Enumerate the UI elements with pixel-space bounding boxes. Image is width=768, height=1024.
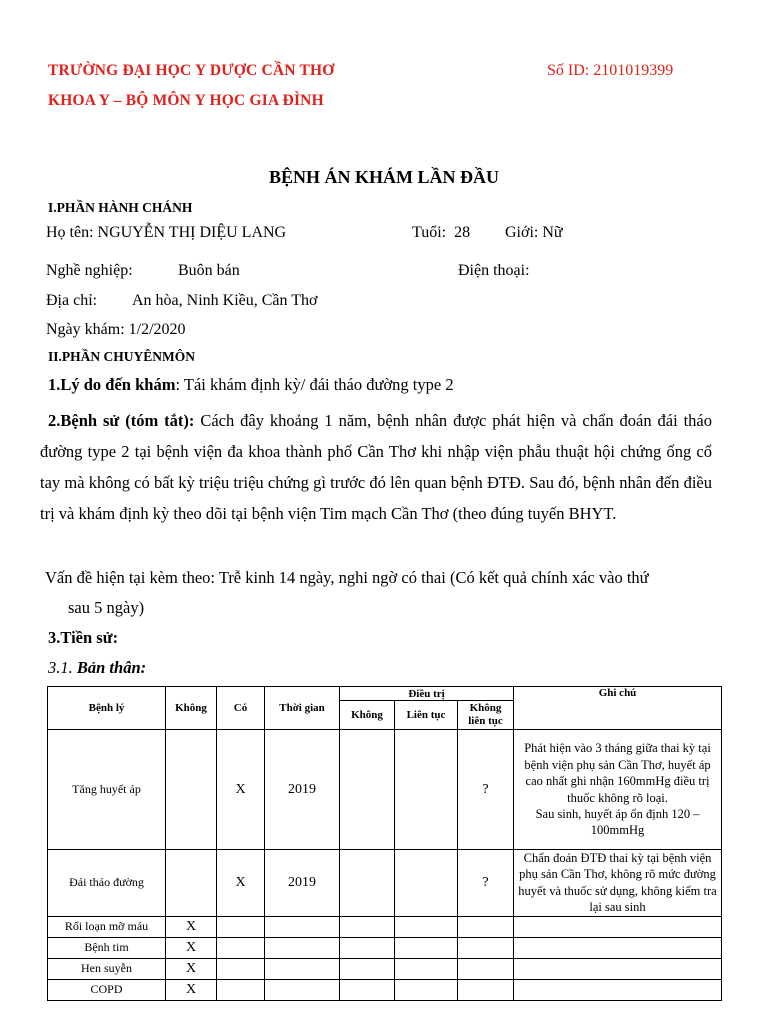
- self-history-label: [48, 658, 146, 678]
- cell-disease: Rối loạn mỡ máu: [48, 916, 166, 937]
- address-label: Địa chỉ:: [46, 292, 98, 309]
- gender-value: Nữ: [542, 224, 563, 241]
- cell-note: [514, 916, 722, 937]
- cell-yes: [217, 916, 265, 937]
- cell-treat-no: [340, 958, 395, 979]
- cell-no: X: [166, 958, 217, 979]
- cell-time: [265, 958, 340, 979]
- cell-time: 2019: [265, 850, 340, 917]
- self-label: Bản thân:: [76, 658, 147, 677]
- cell-treat-discontinuous: ?: [458, 730, 514, 850]
- address-value: An hòa, Ninh Kiều, Cần Thơ: [132, 292, 318, 309]
- cell-time: [265, 916, 340, 937]
- reason-label: 1.Lý do đến khám: [48, 375, 176, 394]
- table-row: [48, 958, 722, 979]
- gender-label: Giới:: [505, 224, 539, 241]
- cell-yes: [217, 937, 265, 958]
- cell-time: 2019: [265, 730, 340, 850]
- admin-section-title: I.PHẦN HÀNH CHÁNH: [48, 200, 193, 215]
- name-label: Họ tên:: [46, 224, 94, 241]
- cell-treat-continuous: [395, 916, 458, 937]
- cell-treat-discontinuous: [458, 958, 514, 979]
- past-history-label: 3.Tiền sử:: [48, 628, 119, 647]
- age-value: 28: [454, 224, 471, 241]
- name-value: NGUYỄN THỊ DIỆU LANG: [97, 224, 287, 241]
- phone-label: Điện thoại:: [458, 262, 530, 279]
- medical-history-table: [47, 686, 722, 1001]
- table-row: [48, 730, 722, 850]
- col-treat-continuous: Liên tục: [395, 701, 458, 730]
- cell-treat-discontinuous: [458, 979, 514, 1000]
- cell-no: X: [166, 979, 217, 1000]
- name-row: [46, 224, 286, 242]
- job-value: Buôn bán: [178, 262, 240, 279]
- cell-note: [514, 937, 722, 958]
- cell-disease: Tăng huyết áp: [48, 730, 166, 850]
- history-label: 2.Bệnh sử (tóm tắt):: [48, 411, 195, 430]
- note-text: Phát hiện vào 3 tháng giữa thai kỳ tại bệnh viện phụ sản Cần Thơ, huyết áp cao nhất ghi nhận 160mmHg điều trị thuốc không rõ loại.: [524, 741, 711, 805]
- col-notes: Ghi chú: [514, 687, 722, 730]
- cell-disease: COPD: [48, 979, 166, 1000]
- col-time: Thời gian: [265, 687, 340, 730]
- reason-row: [48, 375, 454, 395]
- col-yes: Có: [217, 687, 265, 730]
- history-text: Cách đây khoảng 1 năm, bệnh nhân được phát hiện và chẩn đoán đái tháo đường type 2 tại bệnh viện đa khoa thành phố Cần Thơ khi nhập viện phẫu thuật hội chứng ống cổ tay mà không có bất kỳ triệu triệu chứng gì trước đó lên quan bệnh ĐTĐ. Sau đó, bệnh nhân đến điều trị và khám định kỳ theo dõi tại bệnh viện Tim mạch Cần Thơ (theo đúng tuyến BHYT.: [40, 411, 713, 523]
- history-paragraph: [40, 405, 712, 529]
- gender-row: [505, 224, 563, 242]
- cell-treat-no: [340, 850, 395, 917]
- cell-treat-continuous: [395, 850, 458, 917]
- cell-note: [514, 979, 722, 1000]
- cell-treat-no: [340, 937, 395, 958]
- cell-disease: Bệnh tim: [48, 937, 166, 958]
- cell-disease: Đái tháo đường: [48, 850, 166, 917]
- self-prefix: 3.1.: [48, 658, 73, 677]
- university-name: TRƯỜNG ĐẠI HỌC Y DƯỢC CẦN THƠ: [48, 62, 335, 79]
- age-label: Tuổi:: [412, 224, 447, 241]
- col-treat-no: Không: [340, 701, 395, 730]
- cell-yes: X: [217, 730, 265, 850]
- cell-treat-discontinuous: ?: [458, 850, 514, 917]
- cell-treat-discontinuous: [458, 916, 514, 937]
- header-row-1: [48, 687, 722, 701]
- table-row: [48, 916, 722, 937]
- col-treatment: Điều trị: [340, 687, 514, 701]
- reason-value: : Tái khám định kỳ/ đái tháo đường type 2: [175, 375, 454, 394]
- job-label: Nghề nghiệp:: [46, 262, 133, 279]
- department-name: KHOA Y – BỘ MÔN Y HỌC GIA ĐÌNH: [48, 92, 324, 109]
- table-row: [48, 937, 722, 958]
- cell-no: X: [166, 916, 217, 937]
- cell-treat-continuous: [395, 979, 458, 1000]
- specialty-section-title: II.PHẦN CHUYÊNMÔN: [48, 349, 195, 364]
- cell-treat-continuous: [395, 730, 458, 850]
- cell-treat-no: [340, 979, 395, 1000]
- student-id: Số ID: 2101019399: [547, 62, 674, 79]
- cell-yes: X: [217, 850, 265, 917]
- table-row: [48, 979, 722, 1000]
- cell-no: [166, 850, 217, 917]
- cell-treat-no: [340, 730, 395, 850]
- col-treat-discontinuous: Không liên tục: [458, 701, 514, 730]
- cell-time: [265, 937, 340, 958]
- cell-yes: [217, 979, 265, 1000]
- cell-note: [514, 730, 722, 850]
- age-row: [412, 224, 470, 242]
- cell-note: [514, 958, 722, 979]
- cell-yes: [217, 958, 265, 979]
- current-issue-line2: sau 5 ngày): [68, 598, 145, 617]
- cell-treat-continuous: [395, 937, 458, 958]
- cell-no: [166, 730, 217, 850]
- note-text-2: Sau sinh, huyết áp ổn định 120 – 100mmHg: [535, 806, 700, 838]
- col-no: Không: [166, 687, 217, 730]
- table-row: [48, 850, 722, 917]
- cell-treat-discontinuous: [458, 937, 514, 958]
- cell-treat-continuous: [395, 958, 458, 979]
- cell-note: Chẩn đoán ĐTĐ thai kỳ tại bệnh viện phụ sản Cần Thơ, không rõ mức đường huyết và thuốc sử dụng, không kiểm tra lại sau sinh: [514, 850, 722, 917]
- col-disease: Bệnh lý: [48, 687, 166, 730]
- cell-no: X: [166, 937, 217, 958]
- page-title: BỆNH ÁN KHÁM LẦN ĐẦU: [268, 167, 499, 187]
- cell-time: [265, 979, 340, 1000]
- cell-treat-no: [340, 916, 395, 937]
- exam-date: Ngày khám: 1/2/2020: [46, 321, 186, 338]
- current-issue-line1: Vấn đề hiện tại kèm theo: Trễ kinh 14 ngày, nghi ngờ có thai (Có kết quả chính xác vào thứ: [45, 568, 649, 587]
- cell-disease: Hen suyễn: [48, 958, 166, 979]
